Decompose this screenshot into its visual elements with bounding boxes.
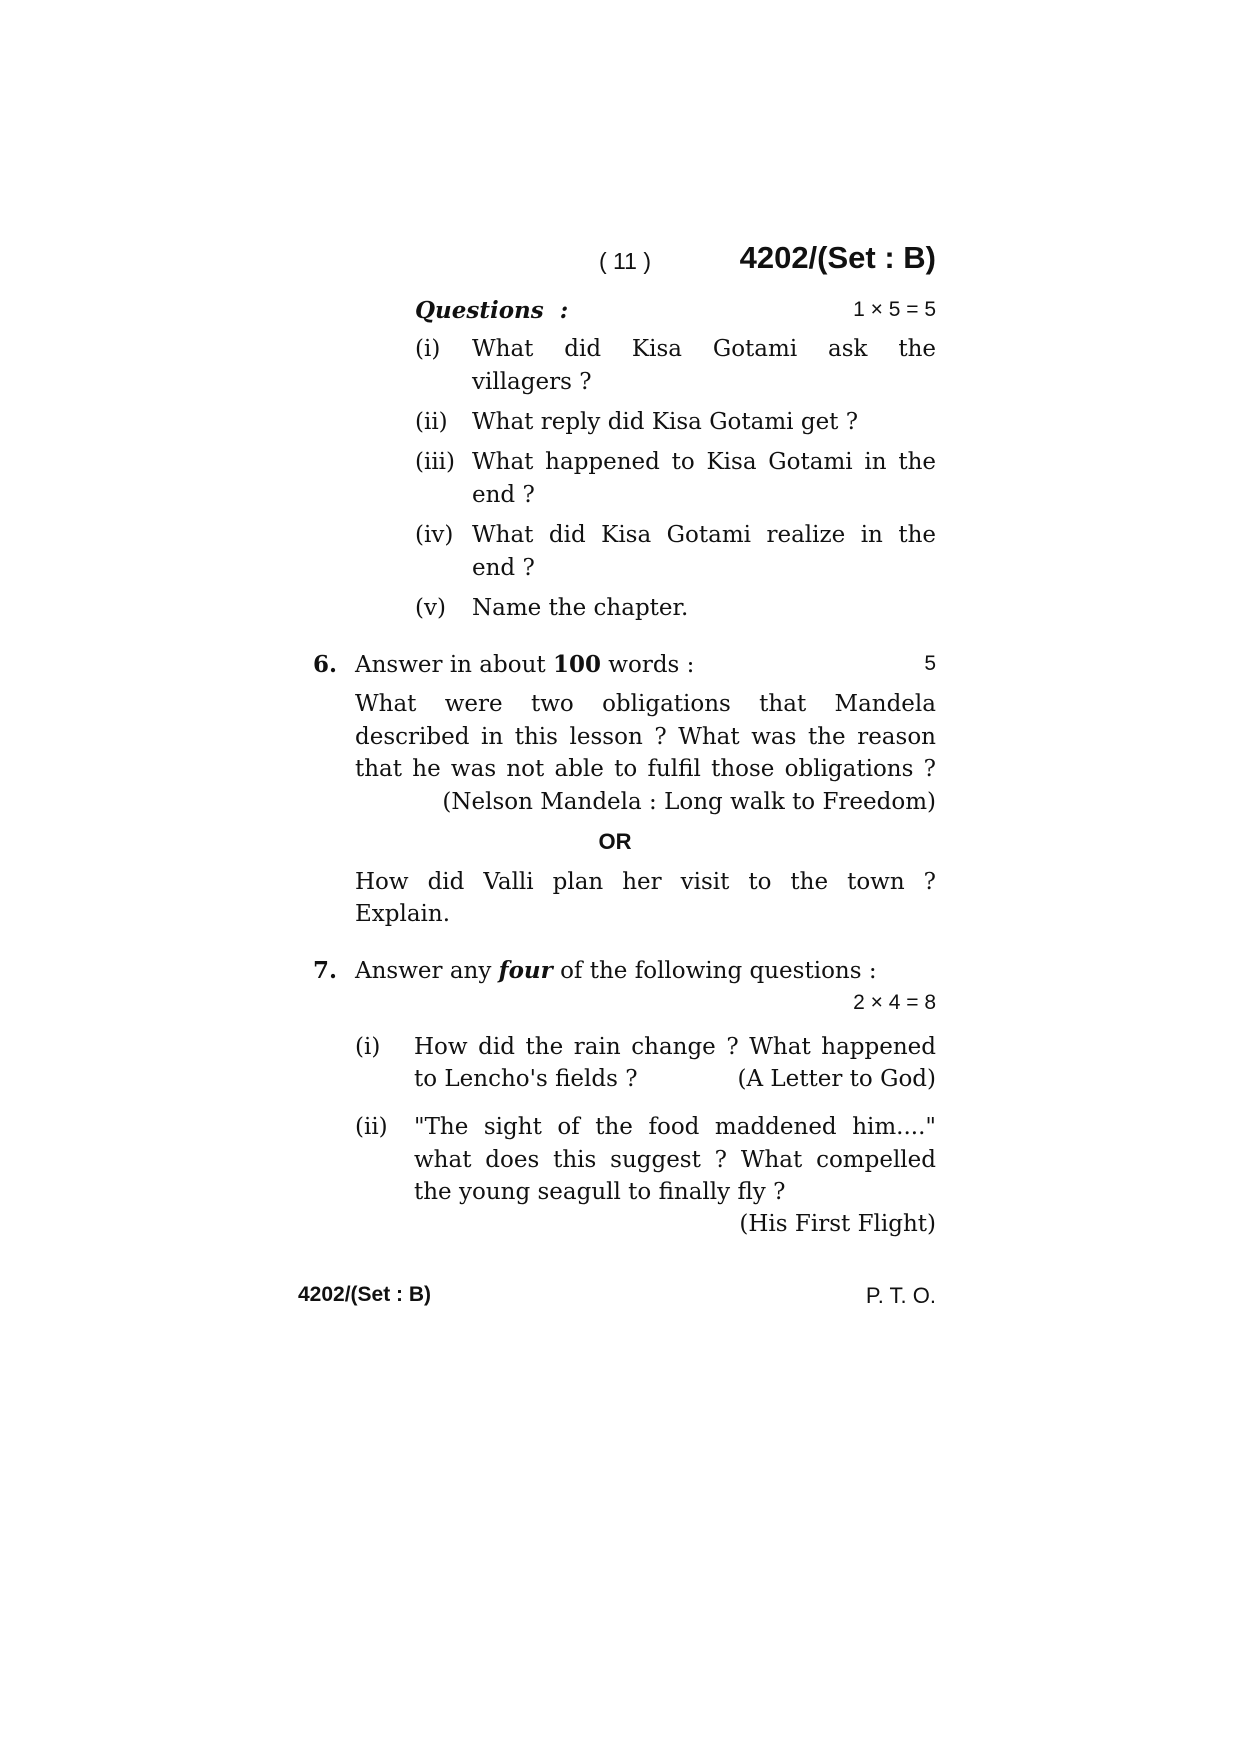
q6-alt-line1: How did Valli plan her visit to the town ? [355, 869, 936, 895]
q6-marks: 5 [924, 652, 936, 675]
questions-heading-text: Questions [415, 297, 544, 324]
q5-item-4-line1: What did Kisa Gotami realize in the [472, 522, 936, 548]
q6-body-line3: that he was not able to fulfil those obligations ? [355, 756, 936, 782]
q7-item-2-line1: "The sight of the food maddened him...." [414, 1114, 936, 1140]
q5-item-3-line2: end ? [472, 482, 535, 508]
q5-item-2-text: What reply did Kisa Gotami get ? [472, 409, 859, 435]
q5-item-5-text: Name the chapter. [472, 595, 689, 621]
q7-number: 7. [313, 957, 338, 984]
q6-body-line1: What were two obligations that Mandela [355, 691, 936, 717]
q5-item-3-label: (iii) [415, 449, 456, 475]
q6-prompt [355, 648, 694, 682]
q5-item-1-line2: villagers ? [472, 369, 592, 395]
q6-or-separator: OR [598, 829, 632, 854]
q7-item-1-line2: to Lencho's fields ? [414, 1066, 638, 1092]
q7-item-2-line3: the young seagull to finally fly ? [414, 1179, 786, 1205]
paper-code-footer: 4202/(Set : B) [298, 1283, 432, 1306]
q6-number: 6. [313, 651, 338, 678]
q5-item-4-label: (iv) [415, 522, 454, 548]
q6-body-line2: described in this lesson ? What was the reason [355, 724, 936, 750]
q5-item-5-label: (v) [415, 595, 446, 621]
q6-prompt-bold: 100 [552, 651, 601, 678]
paper-code-header: 4202/(Set : B) [739, 240, 936, 275]
q7-item-2-label: (ii) [355, 1114, 388, 1140]
q7-prompt-bold: four [498, 957, 553, 984]
q7-item-1-label: (i) [355, 1034, 381, 1060]
q6-prompt-a: Answer in about [355, 652, 546, 678]
q5-item-2-label: (ii) [415, 409, 448, 435]
q5-item-3-line1: What happened to Kisa Gotami in the [472, 449, 936, 475]
q5-item-1-label: (i) [415, 336, 441, 362]
q7-prompt [355, 954, 877, 988]
questions-heading-colon: : [559, 297, 569, 324]
q7-item-2-line2: what does this suggest ? What compelled [414, 1147, 936, 1173]
q7-item-1-line1: How did the rain change ? What happened [414, 1034, 936, 1060]
q7-prompt-b: of the following questions : [560, 958, 877, 984]
q6-prompt-b: words : [608, 652, 695, 678]
q7-marks: 2 × 4 = 8 [853, 991, 936, 1014]
q7-item-2-source: (His First Flight) [739, 1211, 936, 1237]
questions-heading [415, 294, 568, 327]
page-number: ( 11 ) [599, 248, 651, 274]
q5-item-4-line2: end ? [472, 555, 535, 581]
q5-marks: 1 × 5 = 5 [853, 298, 936, 321]
q7-prompt-a: Answer any [355, 958, 492, 984]
q5-item-1-line1: What did Kisa Gotami ask the [472, 336, 936, 362]
q6-alt-line2: Explain. [355, 901, 451, 927]
q7-item-1-source: (A Letter to God) [737, 1066, 936, 1092]
pto-label: P. T. O. [865, 1283, 936, 1308]
q6-source: (Nelson Mandela : Long walk to Freedom) [442, 789, 936, 815]
